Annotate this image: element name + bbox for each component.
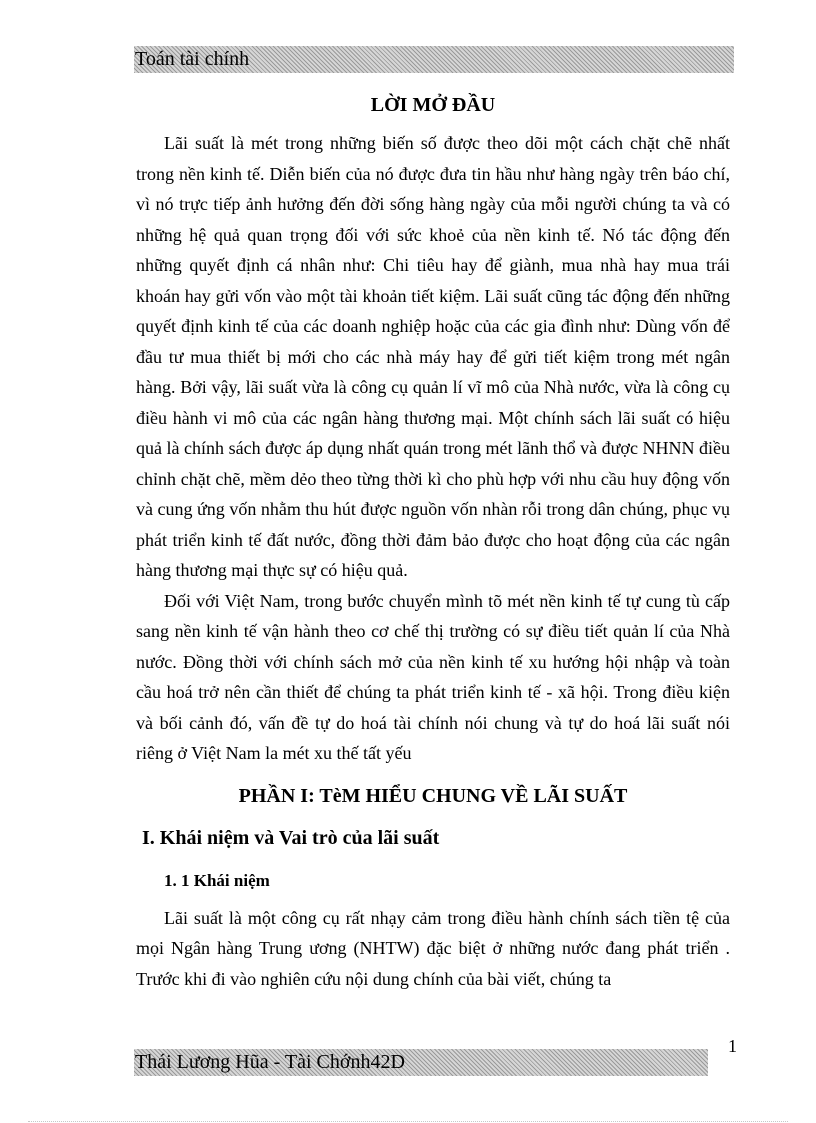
document-title: LỜI MỞ ĐẦU (370, 94, 496, 116)
intro-paragraph-1: Lãi suất là mét trong những biến số được theo dõi một cách chặt chẽ nhất trong nền kinh tế. Diễn biến của nó được đưa tin hầu như hàng ngày trên báo chí, vì nó trực tiếp ảnh hưởng đến đời sống hàng ngày của mỗi người chúng ta và có những hệ quả quan trọng đối với sức khoẻ của nền kinh tế. Nó tác động đến những quyết định cá nhân như: Chi tiêu hay để giành, mua nhà hay mua trái khoán hay gửi vốn vào một tài khoản tiết kiệm. Lãi suất cũng tác động đến những quyết định kinh tế của các doanh nghiệp hoặc của các gia đình như: Dùng vốn để đầu tư mua thiết bị mới cho các nhà máy hay để gửi tiết kiệm trong mét ngân hàng. Bởi vậy, lãi suất vừa là công cụ quản lí vĩ mô của Nhà nước, vừa là công cụ điều hành vi mô của các ngân hàng thương mại. Một chính sách lãi suất có hiệu quả là chính sách được áp dụng nhất quán trong mét lãnh thổ và được NHNN điều chỉnh chặt chẽ, mềm dẻo theo từng thời kì cho phù hợp với nhu cầu huy động vốn và cung ứng vốn nhằm thu hút được nguồn vốn nhàn rỗi trong dân chúng, phục vụ phát triển kinh tế đất nước, đồng thời đảm bảo được cho hoạt động của các ngân hàng thương mại thực sự có hiệu quả. (136, 133, 730, 580)
page-content (136, 88, 730, 994)
subsection-title: 1. 1 Khái niệm (164, 870, 270, 890)
intro-paragraph-2: Đối với Việt Nam, trong bước chuyển mình tõ mét nền kinh tế tự cung tù cấp sang nền kinh tế vận hành theo cơ chế thị trường có sự điều tiết quản lí của Nhà nước. Đồng thời với chính sách mở của nền kinh tế xu hướng hội nhập và toàn cầu hoá trở nên cần thiết để chúng ta phát triển kinh tế - xã hội. Trong điều kiện và bối cảnh đó, vấn đề tự do hoá tài chính nói chung và tự do hoá lãi suất nói riêng ở Việt Nam la mét xu thế tất yếu (136, 590, 730, 763)
part-title: PHẦN I: TèM HIỂU CHUNG VỀ LÃI SUẤT (238, 784, 628, 807)
header-text: Toán tài chính (135, 48, 250, 70)
running-footer (134, 1049, 708, 1076)
concept-paragraph: Lãi suất là một công cụ rất nhạy cảm trong điều hành chính sách tiền tệ của mọi Ngân hàng Trung ương (NHTW) đặc biệt ở những nước đang phát triển . Trước khi đi vào nghiên cứu nội dung chính của bài viết, chúng ta (136, 907, 730, 989)
footer-text: Thái Lương Hũa - Tài Chớnh42D (135, 1051, 405, 1073)
page-number: 1 (728, 1036, 737, 1056)
section-title: I. Khái niệm và Vai trò của lãi suất (142, 826, 440, 849)
page-bottom-rule (28, 1121, 788, 1122)
running-header (134, 46, 734, 73)
